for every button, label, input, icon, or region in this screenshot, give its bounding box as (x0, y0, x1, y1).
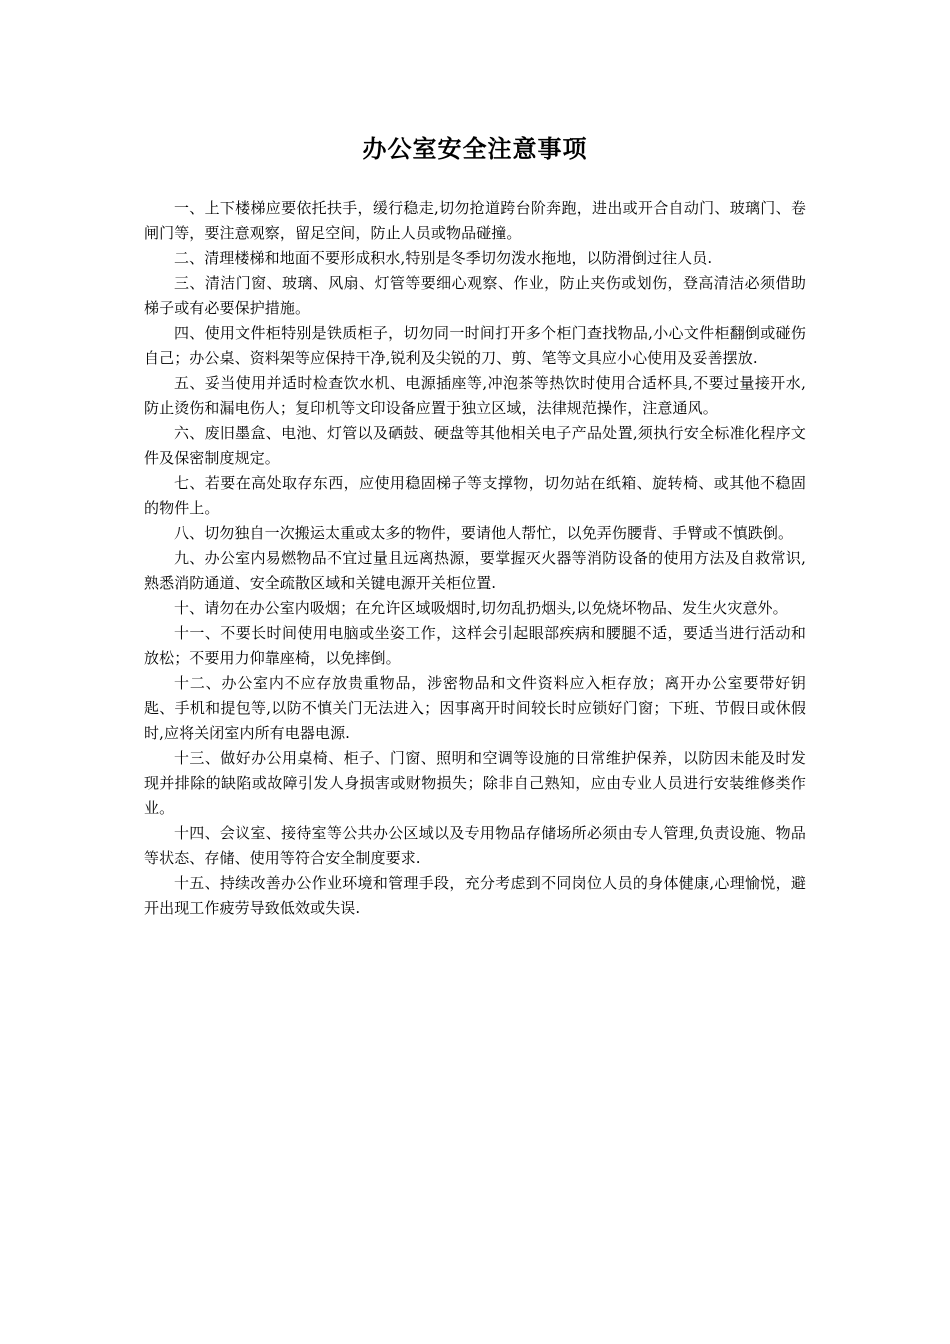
paragraph-item-15: 十五、持续改善办公作业环境和管理手段，充分考虑到不同岗位人员的身体健康,心理愉悦，避开出现工作疲劳导致低效或失误. (144, 874, 806, 917)
paragraph-item-12: 十二、办公室内不应存放贵重物品，涉密物品和文件资料应入柜存放；离开办公室要带好钥匙、手机和提包等,以防不慎关门无法进入；因事离开时间较长时应锁好门窗；下班、节假日或休假时,应将关闭室内所有电器电源. (144, 674, 806, 742)
paragraph-item-2: 二、清理楼梯和地面不要形成积水,特别是冬季切勿泼水拖地，以防滑倒过往人员. (174, 249, 713, 267)
paragraph-item-10: 十、请勿在办公室内吸烟；在允许区域吸烟时,切勿乱扔烟头,以免烧坏物品、发生火灾意外。 (174, 599, 788, 617)
paragraph-item-4: 四、使用文件柜特别是铁质柜子，切勿同一时间打开多个柜门查找物品,小心文件柜翻倒或碰伤自己；办公桌、资料架等应保持干净,锐利及尖锐的刀、剪、笔等文具应小心使用及妥善摆放. (144, 324, 806, 367)
paragraph-item-9: 九、办公室内易燃物品不宜过量且远离热源，要掌握灭火器等消防设备的使用方法及自救常识,熟悉消防通道、安全疏散区域和关键电源开关柜位置. (144, 549, 806, 592)
document-title: 办公室安全注意事项 (362, 134, 588, 163)
paragraph-item-13: 十三、做好办公用桌椅、柜子、门窗、照明和空调等设施的日常维护保养，以防因未能及时发现并排除的缺陷或故障引发人身损害或财物损失；除非自己熟知，应由专业人员进行安装维修类作业。 (144, 749, 806, 817)
document-body (144, 196, 806, 921)
paragraph-item-3: 三、清洁门窗、玻璃、风扇、灯管等要细心观察、作业，防止夹伤或划伤，登高清洁必须借助梯子或有必要保护措施。 (144, 274, 806, 317)
paragraph-item-14: 十四、会议室、接待室等公共办公区域以及专用物品存储场所必须由专人管理,负责设施、物品等状态、存储、使用等符合安全制度要求. (144, 824, 806, 867)
paragraph-item-5: 五、妥当使用并适时检查饮水机、电源插座等,冲泡茶等热饮时使用合适杯具,不要过量接开水,防止烫伤和漏电伤人；复印机等文印设备应置于独立区域，法律规范操作，注意通风。 (144, 374, 806, 417)
paragraph-item-8: 八、切勿独自一次搬运太重或太多的物件，要请他人帮忙，以免弄伤腰背、手臂或不慎跌倒。 (174, 524, 794, 542)
paragraph-item-11: 十一、不要长时间使用电脑或坐姿工作，这样会引起眼部疾病和腰腿不适，要适当进行活动和放松；不要用力仰靠座椅，以免摔倒。 (144, 624, 806, 667)
paragraph-item-7: 七、若要在高处取存东西，应使用稳固梯子等支撑物，切勿站在纸箱、旋转椅、或其他不稳固的物件上。 (144, 474, 806, 517)
paragraph-item-1: 一、上下楼梯应要依托扶手，缓行稳走,切勿抢道跨台阶奔跑，进出或开合自动门、玻璃门、卷闸门等，要注意观察，留足空间，防止人员或物品碰撞。 (144, 199, 806, 242)
paragraph-item-6: 六、废旧墨盒、电池、灯管以及硒鼓、硬盘等其他相关电子产品处置,须执行安全标准化程序文件及保密制度规定。 (144, 424, 806, 467)
